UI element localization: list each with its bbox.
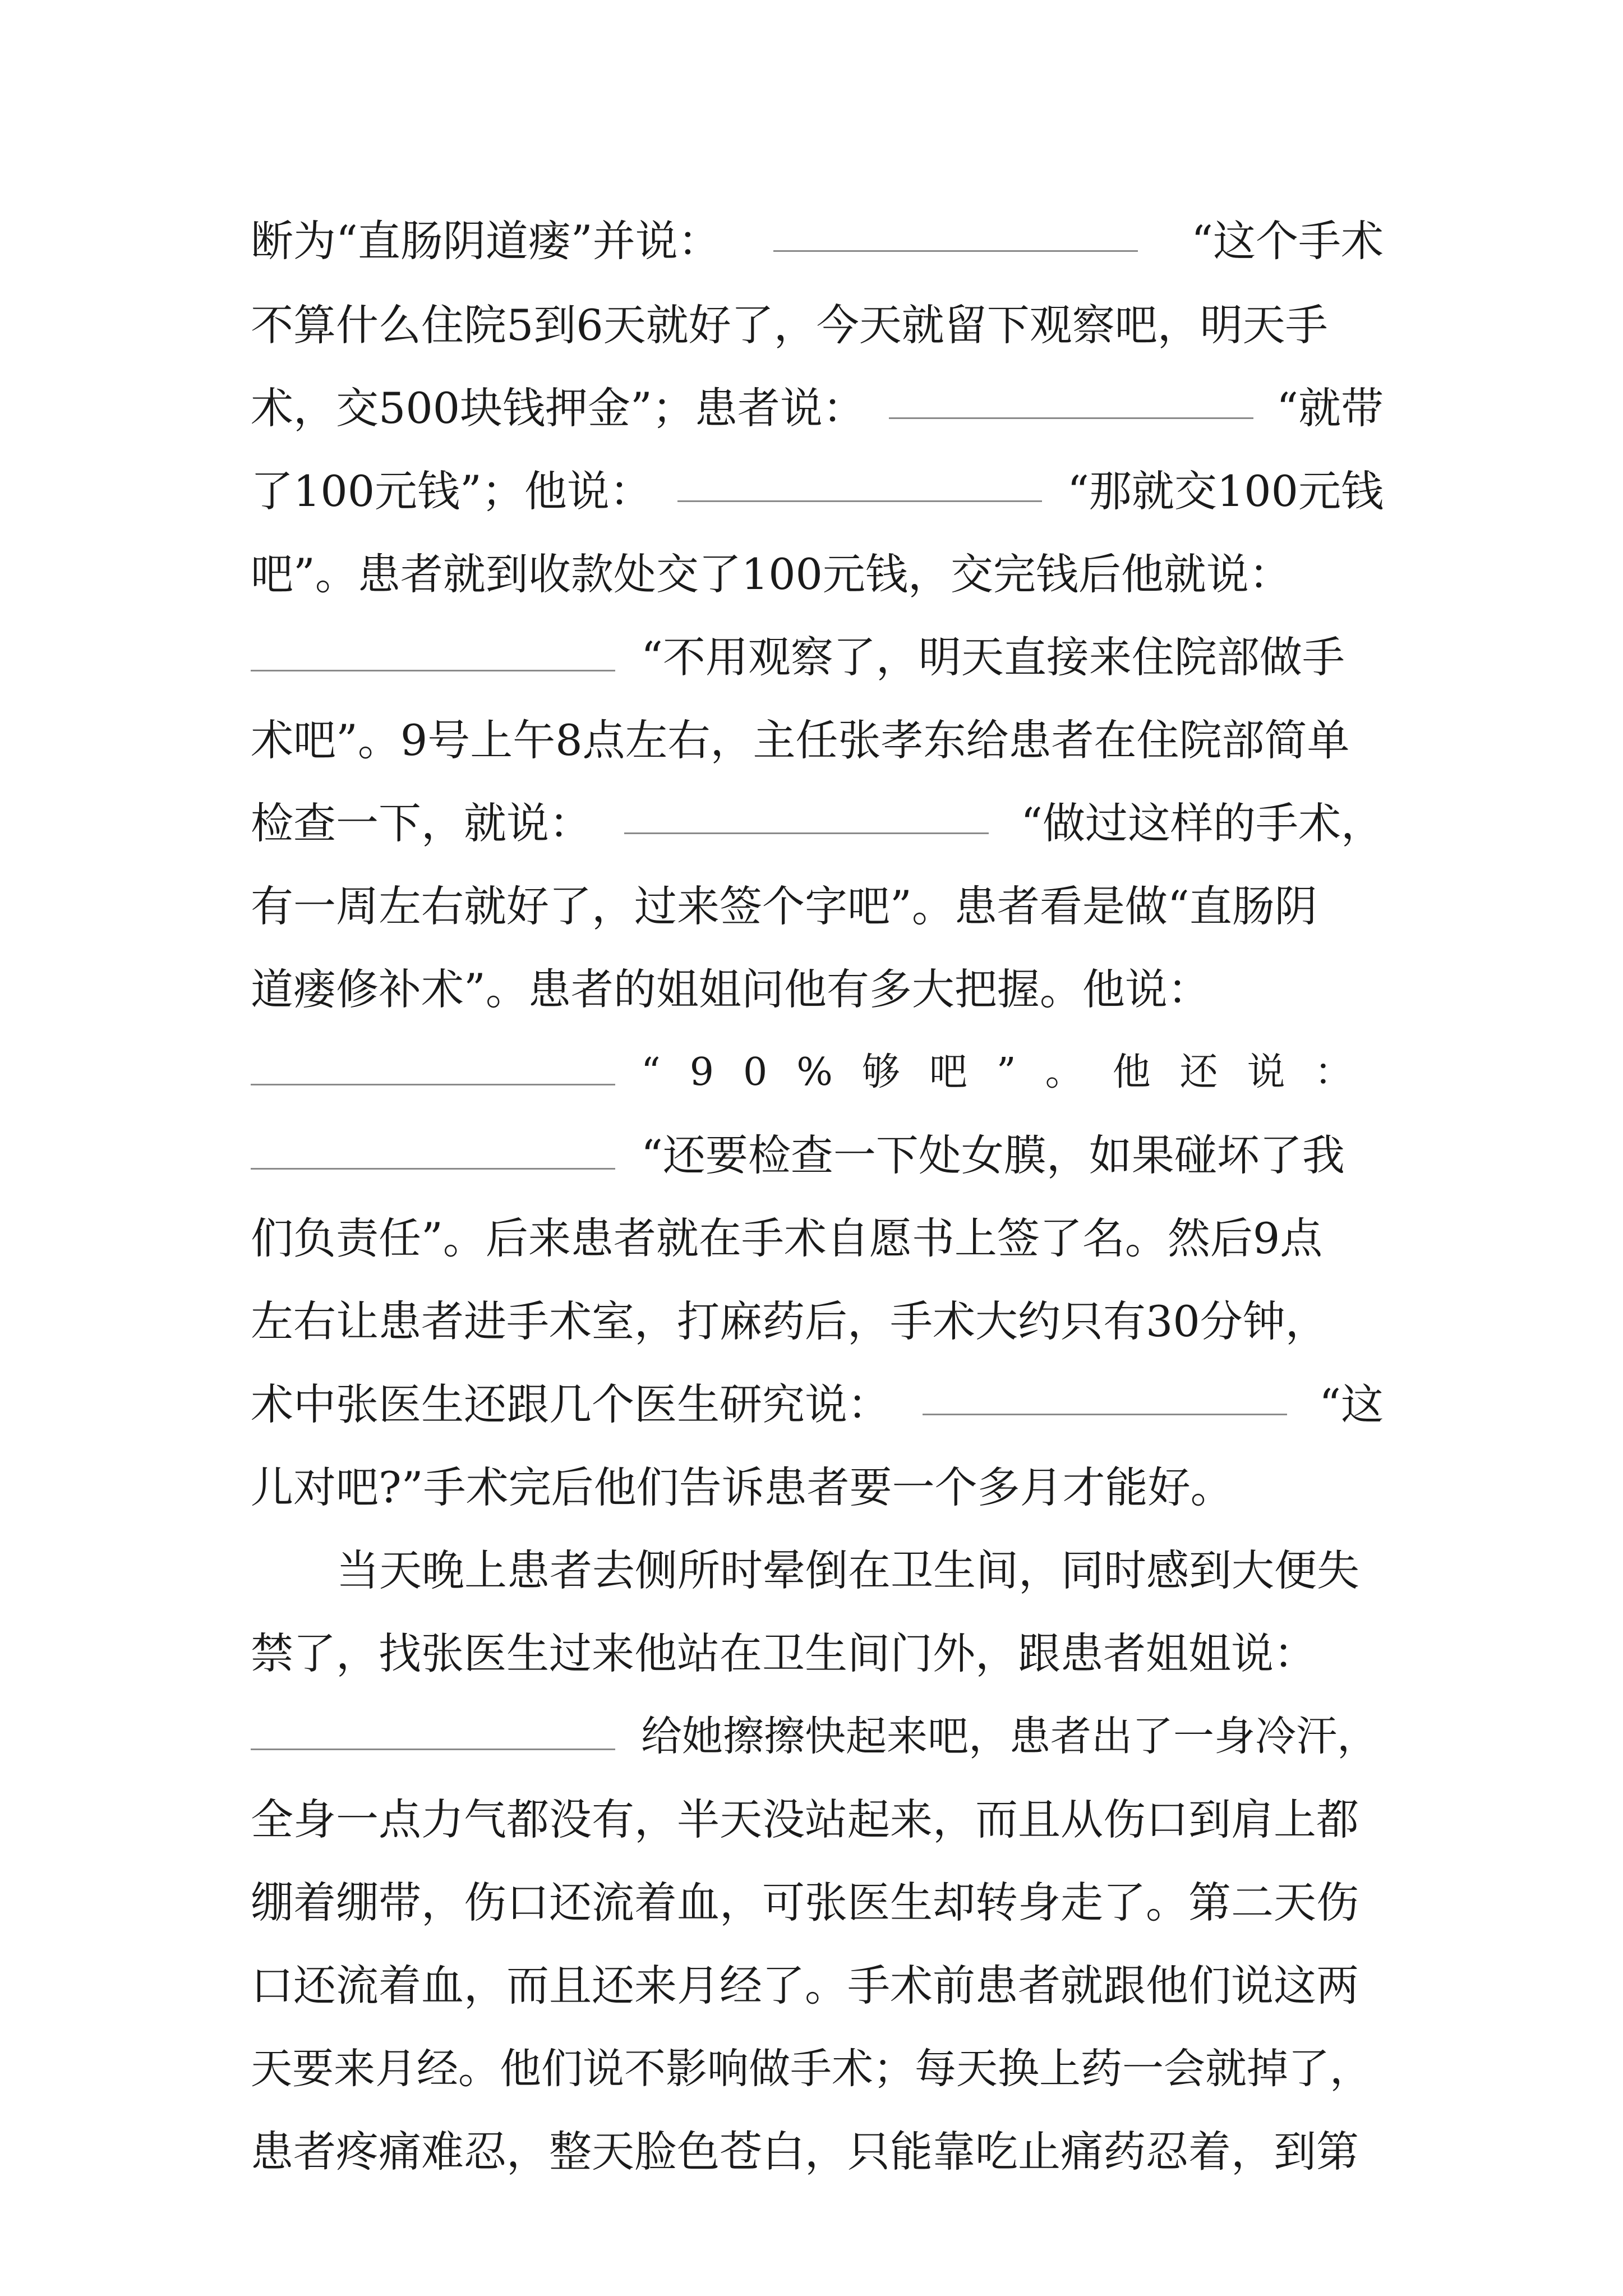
line-text: 禁了，找张医生过来他站在卫生间门外，跟患者姐姐说： bbox=[251, 1628, 1316, 1678]
text-line bbox=[251, 1692, 1384, 1782]
line-text: 口还流着血，而且还来月经了。手术前患者就跟他们说这两 bbox=[251, 1961, 1359, 2010]
text-line bbox=[251, 1360, 1384, 1450]
text-line bbox=[251, 613, 1384, 702]
text-line bbox=[251, 280, 1384, 370]
line-text: 术中张医生还跟几个医生研究说： bbox=[251, 1379, 890, 1429]
fill-blank bbox=[624, 830, 989, 834]
line-text: “90%够吧”。他还说： bbox=[641, 1050, 1382, 1094]
line-text: 检查一下，就说： bbox=[251, 798, 592, 848]
text-line bbox=[251, 1775, 1384, 1865]
line-text: 儿对吧?”手术完后他们告诉患者要一个多月才能好。 bbox=[251, 1462, 1233, 1512]
line-text: 左右让患者进手术室，打麻药后，手术大约只有30分钟， bbox=[251, 1296, 1328, 1346]
text-line bbox=[251, 1194, 1384, 1283]
fill-blank bbox=[677, 498, 1042, 502]
text-line bbox=[251, 2107, 1384, 2197]
text-line bbox=[251, 862, 1384, 951]
text-line bbox=[251, 696, 1384, 785]
line-text: “这个手术 bbox=[1191, 216, 1384, 266]
line-text: 道瘘修补术”。患者的姐姐问他有多大把握。他说： bbox=[251, 964, 1210, 1014]
fill-blank bbox=[251, 668, 615, 671]
text-line bbox=[251, 1609, 1384, 1699]
line-text: 全身一点力气都没有，半天没站起来，而且从伤口到肩上都 bbox=[251, 1795, 1359, 1844]
line-text: “做过这样的手术， bbox=[1021, 798, 1384, 848]
fill-blank bbox=[889, 415, 1253, 419]
fill-blank bbox=[773, 248, 1138, 252]
line-text: 术吧”。9号上午8点左右，主任张孝东给患者在住院部简单 bbox=[251, 715, 1350, 765]
fill-blank bbox=[923, 1411, 1287, 1415]
line-text: 术，交500块钱押金”；患者说： bbox=[251, 383, 865, 433]
line-text: 吧”。患者就到收款处交了100元钱，交完钱后他就说： bbox=[251, 549, 1292, 599]
line-text: “这 bbox=[1319, 1379, 1384, 1429]
text-line bbox=[251, 945, 1384, 1034]
text-line bbox=[251, 1941, 1384, 2031]
line-text: 天要来月经。他们说不影响做手术；每天换上药一会就掉了， bbox=[251, 2045, 1371, 2093]
line-text: “那就交100元钱 bbox=[1067, 466, 1384, 516]
text-line bbox=[251, 530, 1384, 619]
text-line bbox=[251, 1858, 1384, 1948]
line-text: 绷着绷带，伤口还流着血，可张医生却转身走了。第二天伤 bbox=[251, 1878, 1359, 1927]
line-text: 了100元钱”；他说： bbox=[251, 466, 652, 516]
text-line bbox=[251, 1028, 1384, 1117]
line-text: 给她擦擦快起来吧，患者出了一身冷汗， bbox=[641, 1713, 1378, 1760]
line-text: “还要检查一下处女膜，如果碰坏了我 bbox=[641, 1130, 1345, 1180]
line-text: 有一周左右就好了，过来签个字吧”。患者看是做“直肠阴 bbox=[251, 881, 1317, 931]
text-line bbox=[251, 779, 1384, 868]
line-text: 不算什么住院5到6天就好了，今天就留下观察吧，明天手 bbox=[251, 300, 1328, 350]
text-line bbox=[251, 1111, 1384, 1200]
text-line bbox=[251, 364, 1384, 453]
text-line bbox=[251, 1277, 1384, 1366]
fill-blank bbox=[251, 1166, 615, 1170]
line-text: 当天晚上患者去侧所时晕倒在卫生间，同时感到大便失 bbox=[336, 1545, 1359, 1595]
text-line bbox=[251, 1443, 1384, 1533]
fill-blank bbox=[251, 1746, 615, 1750]
text-line bbox=[251, 2024, 1384, 2114]
line-text: “不用观察了，明天直接来住院部做手 bbox=[641, 632, 1345, 682]
line-text: “就带 bbox=[1276, 383, 1384, 433]
line-text: 患者疼痛难忍，整天脸色苍白，只能靠吃止痛药忍着，到第 bbox=[251, 2127, 1359, 2177]
line-text: 们负责任”。后来患者就在手术自愿书上签了名。然后9点 bbox=[251, 1213, 1323, 1263]
text-line bbox=[251, 196, 1384, 286]
text-line bbox=[251, 447, 1384, 536]
line-text: 断为“直肠阴道瘘”并说： bbox=[251, 216, 721, 266]
text-line bbox=[336, 1526, 1384, 1616]
fill-blank bbox=[251, 1082, 615, 1085]
